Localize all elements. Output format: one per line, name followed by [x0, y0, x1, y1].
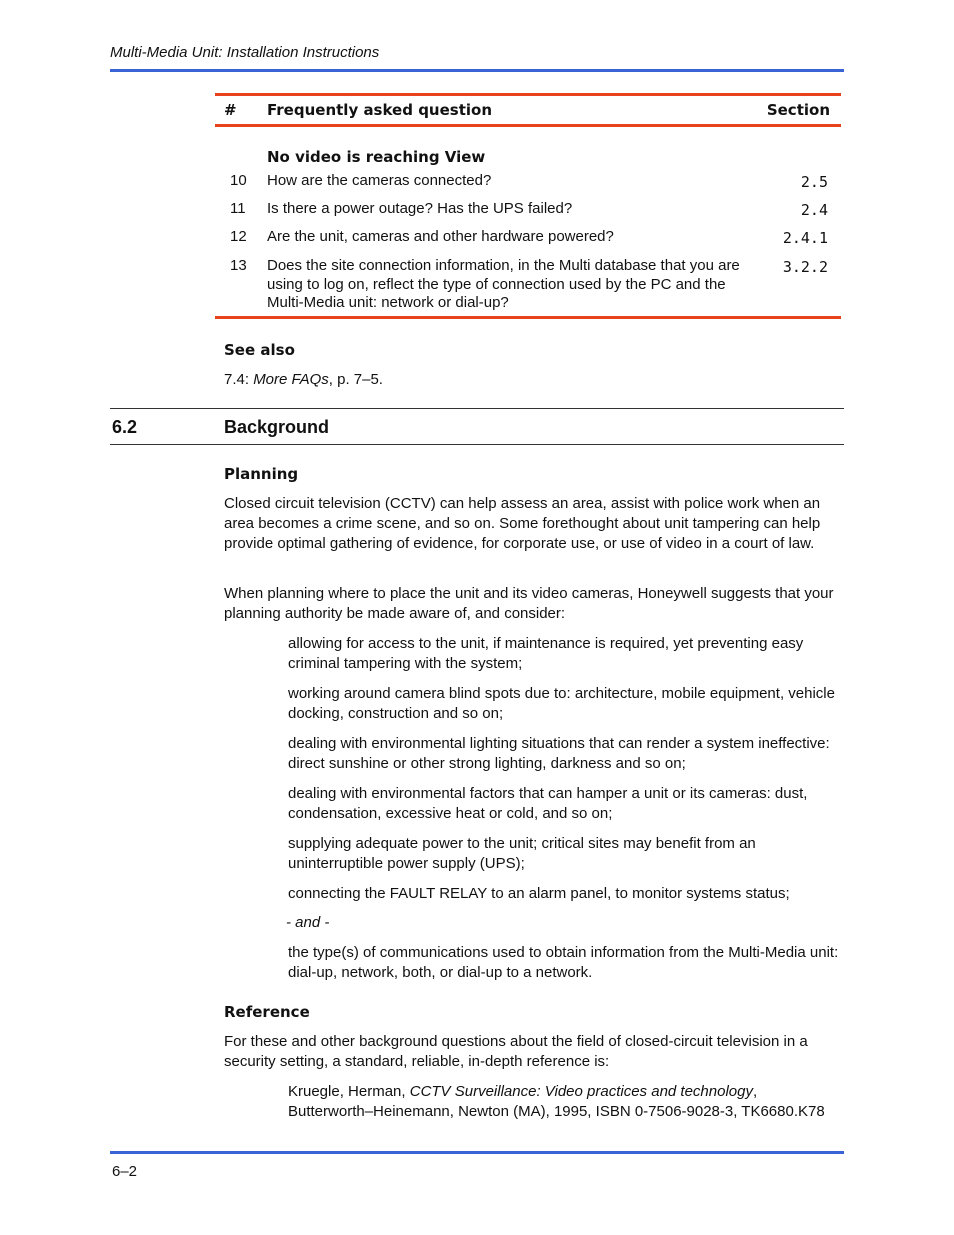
planning-paragraph-2: When planning where to place the unit and its video cameras, Honeywell suggests that your planning authority be made aware of, and consider:	[224, 585, 834, 622]
citation-publisher: Butterworth–Heinemann, Newton (MA), 1995, ISBN 0-7506-9028-3, TK6680.K78	[288, 1103, 825, 1120]
table-top-rule	[215, 93, 841, 96]
see-also-ref-prefix: 7.4:	[224, 371, 254, 388]
see-also-ref-title: More FAQs	[253, 371, 329, 388]
row-number: 12	[230, 228, 247, 245]
planning-title: Planning	[224, 465, 299, 483]
row-section-link[interactable]: 2.4.1	[782, 229, 828, 247]
planning-bullet: allowing for access to the unit, if maintenance is required, yet preventing easy criminal tampering with the system;	[288, 635, 804, 672]
citation-comma: ,	[752, 1083, 758, 1100]
section-bottom-rule	[110, 444, 844, 445]
row-number: 11	[230, 200, 246, 217]
see-also-title: See also	[224, 341, 295, 359]
planning-bullet: the type(s) of communications used to obtain information from the Multi-Media unit: dial-up, network, both, or dial-up to a network.	[288, 944, 839, 981]
reference-title: Reference	[224, 1003, 310, 1021]
section-title: Background	[224, 417, 330, 437]
citation-author: Kruegle, Herman,	[288, 1083, 410, 1100]
row-section-link[interactable]: 2.4	[800, 201, 828, 219]
planning-bullet: supplying adequate power to the unit; critical sites may benefit from an uninterruptible power supply (UPS);	[288, 835, 756, 872]
table-bottom-rule	[215, 316, 841, 319]
see-also-ref-suffix: , p. 7–5.	[328, 371, 383, 388]
footer-rule	[110, 1151, 844, 1154]
section-number: 6.2	[112, 417, 138, 437]
reference-citation	[288, 1082, 844, 1122]
row-number: 13	[230, 257, 247, 274]
see-also-reference[interactable]	[224, 371, 383, 388]
table-header-num: #	[224, 101, 237, 119]
header-rule	[110, 69, 844, 72]
row-section-link[interactable]: 3.2.2	[782, 258, 828, 276]
planning-bullet: dealing with environmental lighting situations that can render a system ineffective: direct sunshine or other strong lighting, darkness and so on;	[288, 735, 830, 772]
table-header-rule	[215, 124, 841, 127]
citation-book-title: CCTV Surveillance: Video practices and technology	[409, 1083, 753, 1100]
row-section-link[interactable]: 2.5	[800, 173, 828, 191]
page-number: 6–2	[112, 1163, 138, 1180]
row-number: 10	[230, 172, 247, 189]
section-top-rule	[110, 408, 844, 409]
table-header-section: Section	[766, 101, 830, 119]
running-header: Multi-Media Unit: Installation Instructions	[110, 44, 380, 61]
planning-bullet: working around camera blind spots due to: architecture, mobile equipment, vehicle docking, construction and so on;	[288, 685, 835, 722]
and-separator: - and -	[286, 914, 330, 931]
row-question: How are the cameras connected?	[267, 172, 492, 189]
reference-paragraph: For these and other background questions about the field of closed-circuit television in a security setting, a standard, reliable, in-depth reference is:	[224, 1033, 808, 1070]
planning-bullet: connecting the FAULT RELAY to an alarm panel, to monitor systems status;	[288, 885, 790, 902]
planning-paragraph-1: Closed circuit television (CCTV) can help assess an area, assist with police work when an area becomes a crime scene, and so on. Some forethought about unit tampering can help provide optimal gathering of evidence, for corporate use, or use of video in a court of law.	[224, 495, 821, 552]
row-question: Does the site connection information, in the Multi database that you are using to log on, reflect the type of connection used by the PC and the Multi-Media unit: network or dial-up?	[267, 257, 740, 311]
row-question: Is there a power outage? Has the UPS failed?	[267, 200, 573, 217]
row-question: Are the unit, cameras and other hardware powered?	[267, 228, 614, 245]
table-header-question: Frequently asked question	[267, 101, 493, 119]
faq-group-title: No video is reaching View	[267, 148, 486, 166]
planning-bullet: dealing with environmental factors that can hamper a unit or its cameras: dust, condensation, excessive heat or cold, and so on;	[288, 785, 808, 822]
